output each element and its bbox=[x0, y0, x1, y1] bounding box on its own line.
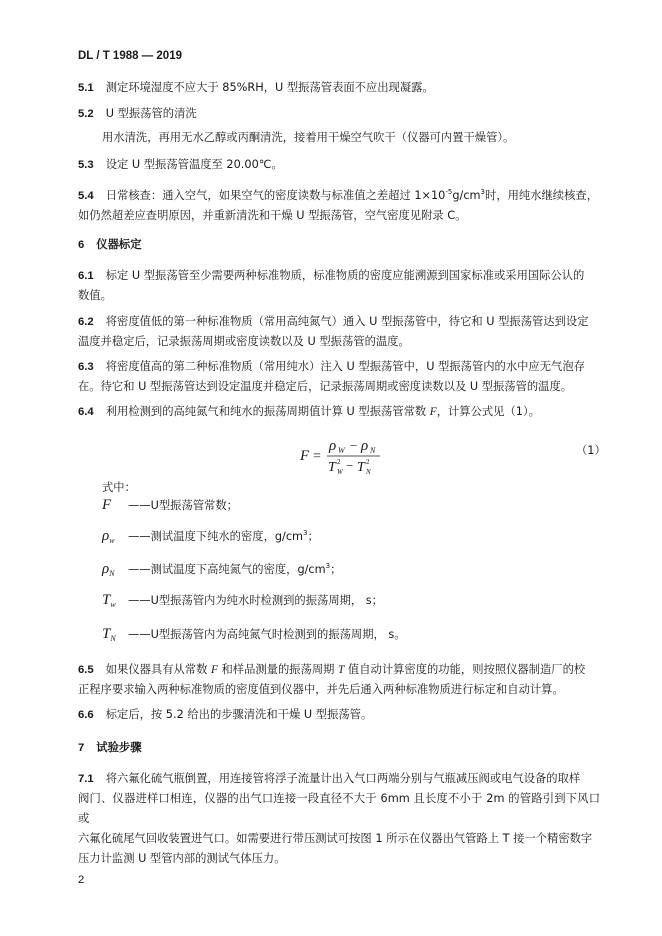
subscript: N bbox=[110, 634, 116, 643]
clause-6-1 bbox=[78, 266, 600, 306]
superscript: 3 bbox=[303, 529, 308, 537]
formula-minus: − bbox=[350, 438, 358, 453]
formula-sub: W bbox=[338, 446, 345, 455]
superscript: 3 bbox=[325, 562, 331, 570]
formula-sup: 2 bbox=[366, 458, 370, 466]
clause-6-2 bbox=[78, 312, 600, 352]
symbol-F: F bbox=[210, 664, 218, 676]
clause-5-3 bbox=[78, 155, 600, 175]
section-6-heading bbox=[78, 236, 142, 252]
formula-rho-w: ρ bbox=[329, 438, 337, 454]
formula-sup: 2 bbox=[337, 458, 341, 466]
clause-number: 6.2 bbox=[78, 316, 94, 328]
definition-t-n bbox=[102, 624, 406, 649]
clause-text: 阀门、仪器进样口相连，仪器的出气口连接一段直径不大于 6mm 且长度不小于 2m 的管路引到下风口或 bbox=[78, 792, 600, 825]
clause-number: 6.4 bbox=[78, 406, 94, 418]
definition-text: ——测试温度下高纯氮气的密度，g/cm bbox=[128, 563, 326, 576]
clause-7-1 bbox=[78, 769, 600, 869]
clause-5-2 bbox=[78, 104, 600, 124]
clause-text: 数值。 bbox=[78, 289, 112, 302]
clause-number: 5.3 bbox=[78, 159, 94, 171]
clause-6-5 bbox=[78, 660, 600, 700]
definition-t-w bbox=[102, 590, 383, 615]
clause-text: 标定 U 型振荡管至少需要两种标准物质，标准物质的密度应能溯源到国家标准或采用国际公认的 bbox=[105, 269, 585, 282]
superscript: 3 bbox=[480, 188, 486, 196]
clause-text: 设定 U 型振荡管温度至 20.00℃。 bbox=[105, 158, 283, 171]
clause-number: 6.1 bbox=[78, 270, 94, 282]
subscript: N bbox=[109, 569, 115, 578]
superscript: -5 bbox=[445, 188, 453, 196]
clause-number: 5.1 bbox=[78, 82, 94, 94]
formula-tn: T bbox=[357, 460, 365, 475]
formula-equals: = bbox=[313, 449, 321, 464]
clause-title: U 型振荡管的清洗 bbox=[105, 107, 197, 120]
symbol-F: F bbox=[429, 406, 437, 418]
formula-sub: N bbox=[370, 446, 376, 455]
definition-F bbox=[102, 495, 238, 516]
document-code: DL / T 1988 — 2019 bbox=[78, 50, 182, 62]
clause-text: 标定后，按 5.2 给出的步骤清洗和干燥 U 型振荡管。 bbox=[105, 708, 373, 721]
clause-text: 和样品测量的振荡周期 bbox=[217, 663, 339, 676]
definition-text: ——U型振荡管内为纯水时检测到的振荡周期， s； bbox=[128, 594, 383, 607]
clause-text: 时，用纯水继续核查， bbox=[485, 189, 598, 202]
definition-text: ——测试温度下纯水的密度，g/cm bbox=[128, 530, 304, 543]
clause-number: 6.6 bbox=[78, 709, 94, 721]
clause-text: 如仍然超差应查明原因，并重新清洗和干燥 U 型振荡管，空气密度见附录 C。 bbox=[78, 209, 467, 222]
clause-text: 正程序要求输入两种标准物质的密度值到仪器中，并先后通入两种标准物质进行标定和自动计算。 bbox=[78, 683, 564, 696]
formula-minus: − bbox=[346, 458, 354, 473]
where-label: 式中： bbox=[102, 481, 136, 494]
symbol: F bbox=[102, 497, 112, 513]
section-number: 7 bbox=[78, 742, 85, 754]
clause-5-2-body: 用水清洗，再用无水乙醇或丙酮清洗，接着用干燥空气吹干（仪器可内置干燥管）。 bbox=[102, 131, 515, 144]
definition-rho-n bbox=[102, 556, 341, 584]
clause-5-1 bbox=[78, 78, 600, 98]
formula-rho-n: ρ bbox=[361, 438, 369, 454]
definition-tail: ； bbox=[330, 563, 342, 576]
symbol: ρ bbox=[102, 528, 110, 544]
clause-text: 值自动计算密度的功能，则按照仪器制造厂的校 bbox=[344, 663, 586, 676]
clause-text: ，计算公式见（1）。 bbox=[436, 405, 540, 418]
clause-text: 将密度值低的第一种标准物质（常用高纯氮气）通入 U 型振荡管中，待它和 U 型振荡管达到设定 bbox=[105, 315, 589, 328]
clause-number: 5.2 bbox=[78, 108, 94, 120]
clause-text: 如果仪器具有从常数 bbox=[105, 663, 211, 676]
section-number: 6 bbox=[78, 239, 85, 251]
section-title: 仪器标定 bbox=[96, 238, 142, 251]
clause-text: 将密度值高的第二种标准物质（常用纯水）注入 U 型振荡管中，U 型振荡管内的水中应无气泡存 bbox=[105, 360, 585, 373]
subscript: w bbox=[110, 600, 116, 609]
clause-5-4 bbox=[78, 182, 600, 226]
clause-text: 利用检测到的高纯氮气和纯水的振荡周期值计算 U 型振荡管常数 bbox=[105, 405, 430, 418]
clause-text: 在。待它和 U 型振荡管达到设定温度并稳定后，记录振荡周期或密度读数以及 U 型振荡管的温度。 bbox=[78, 380, 573, 393]
unit-text: g/cm bbox=[452, 189, 481, 202]
clause-6-3 bbox=[78, 357, 600, 397]
clause-number: 6.5 bbox=[78, 664, 94, 676]
symbol: T bbox=[102, 626, 111, 642]
clause-number: 6.3 bbox=[78, 361, 94, 373]
page-number: 2 bbox=[78, 874, 85, 886]
definition-rho-w bbox=[102, 523, 319, 551]
symbol: T bbox=[102, 592, 111, 608]
clause-text: 压力计监测 U 型管内部的测试气体压力。 bbox=[78, 852, 286, 865]
clause-text: 温度并稳定后，记录振荡周期或密度读数以及 U 型振荡管的温度。 bbox=[78, 335, 410, 348]
formula-sub: N bbox=[366, 468, 371, 476]
clause-text: 测定环境湿度不应大于 85%RH，U 型振荡管表面不应出现凝露。 bbox=[105, 81, 434, 94]
formula-lhs: F bbox=[300, 448, 310, 464]
equation-number: （1） bbox=[576, 444, 606, 457]
definition-text: ——U型振荡管内为高纯氮气时检测到的振荡周期， s。 bbox=[128, 628, 406, 641]
clause-text: 六氟化硫尾气回收装置进气口。如需要进行带压测试可按图 1 所示在仪器出气管路上 T 接一个精密数字 bbox=[78, 832, 593, 845]
clause-number: 7.1 bbox=[78, 773, 94, 785]
clause-6-6 bbox=[78, 705, 600, 725]
symbol-T: T bbox=[338, 664, 345, 676]
definition-text: ——U型振荡管常数； bbox=[128, 499, 238, 512]
section-title: 试验步骤 bbox=[96, 741, 142, 754]
subscript: w bbox=[109, 536, 115, 545]
definition-tail: ； bbox=[307, 530, 319, 543]
clause-text: 日常核查：通入空气，如果空气的密度读数与标准值之差超过 1×10 bbox=[105, 189, 446, 202]
formula-sub: W bbox=[337, 468, 343, 476]
clause-text: 将六氟化硫气瓶倒置，用连接管将浮子流量计出入气口两端分别与气瓶减压阀或电气设备的取样 bbox=[105, 772, 581, 785]
clause-number: 5.4 bbox=[78, 190, 94, 202]
formula-tw: T bbox=[328, 460, 336, 475]
formula-1 bbox=[300, 436, 410, 476]
clause-6-4 bbox=[78, 402, 600, 422]
symbol: ρ bbox=[102, 561, 110, 577]
section-7-heading bbox=[78, 739, 142, 755]
